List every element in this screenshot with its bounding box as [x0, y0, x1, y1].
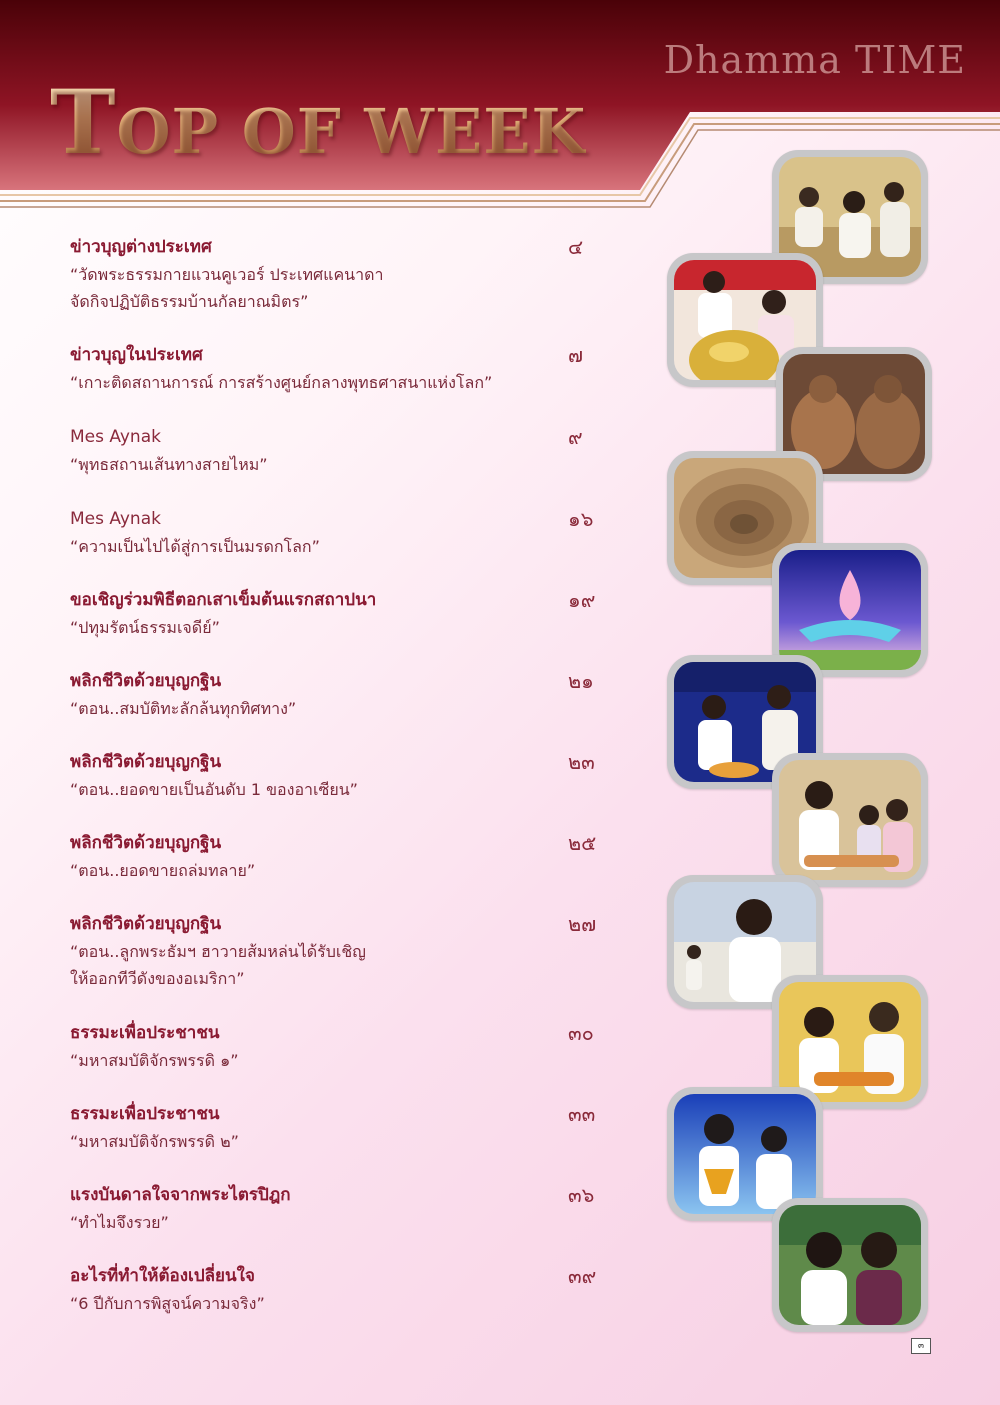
- entry-heading: อะไรที่ทำให้ต้องเปลี่ยนใจ: [70, 1266, 255, 1286]
- entry-heading: พลิกชีวิตด้วยบุญกฐิน: [70, 671, 222, 691]
- entry-page-number: ๓๐: [568, 1021, 594, 1045]
- entry-heading: ข่าวบุญในประเทศ: [70, 345, 203, 365]
- entry-heading: Mes Aynak: [70, 509, 161, 529]
- toc-entry[interactable]: [70, 586, 630, 641]
- entry-subtitle: “6 ปีกับการพิสูจน์ความจริง”: [70, 1294, 265, 1313]
- entry-heading: ข่าวบุญต่างประเทศ: [70, 237, 212, 257]
- entry-page-number: ๒๑: [568, 669, 594, 693]
- entry-page-number: ๗: [568, 343, 584, 367]
- entry-subtitle: “ตอน..ลูกพระธัมฯ ฮาวายส้มหล่นได้รับเชิญ: [70, 942, 366, 961]
- toc-entry[interactable]: [70, 748, 630, 803]
- entry-heading: พลิกชีวิตด้วยบุญกฐิน: [70, 752, 222, 772]
- entry-heading: พลิกชีวิตด้วยบุญกฐิน: [70, 914, 222, 934]
- page-title: [50, 70, 586, 174]
- toc-entry[interactable]: [70, 829, 630, 884]
- entry-heading: ธรรมะเพื่อประชาชน: [70, 1104, 220, 1124]
- entry-page-number: ๑๖: [568, 507, 594, 531]
- toc-entry[interactable]: [70, 1262, 630, 1317]
- entry-subtitle: “มหาสมบัติจักรพรรดิ ๒”: [70, 1132, 239, 1151]
- title-initial: T: [50, 70, 117, 174]
- entry-heading: ขอเชิญร่วมพิธีตอกเสาเข็มต้นแรกสถาปนา: [70, 590, 377, 610]
- entry-subtitle: “มหาสมบัติจักรพรรดิ ๑”: [70, 1051, 239, 1070]
- entry-subtitle: “วัดพระธรรมกายแวนคูเวอร์ ประเทศแคนาดา: [70, 265, 384, 284]
- entry-heading: แรงบันดาลใจจากพระไตรปิฎก: [70, 1185, 291, 1205]
- entry-page-number: ๓๖: [568, 1183, 595, 1207]
- entry-page-number: ๑๙: [568, 588, 596, 612]
- title-rest: OP OF WEEK: [116, 95, 587, 168]
- entry-page-number: ๒๓: [568, 750, 595, 774]
- entry-subtitle: “ตอน..ยอดขายถล่มทลาย”: [70, 861, 256, 880]
- toc-entry[interactable]: [70, 505, 630, 560]
- page-number: ๓: [911, 1338, 931, 1354]
- toc-entry[interactable]: [70, 1100, 630, 1155]
- entry-subtitle: ให้ออกทีวีดังของอเมริกา”: [70, 969, 245, 988]
- entry-subtitle: “ปทุมรัตน์ธรรมเจดีย์”: [70, 618, 220, 637]
- entry-page-number: ๙: [568, 425, 583, 449]
- entry-page-number: ๔: [568, 235, 584, 259]
- toc-entry[interactable]: [70, 667, 630, 722]
- entry-subtitle: “ทำไมจึงรวย”: [70, 1213, 169, 1232]
- toc-entry[interactable]: [70, 233, 630, 315]
- entry-subtitle: “พุทธสถานเส้นทางสายไหม”: [70, 455, 268, 474]
- family-photo: [772, 753, 928, 887]
- entry-heading: พลิกชีวิตด้วยบุญกฐิน: [70, 833, 222, 853]
- entry-subtitle: “ตอน..ยอดขายเป็นอันดับ 1 ของอาเซียน”: [70, 780, 358, 799]
- entry-heading: ธรรมะเพื่อประชาชน: [70, 1023, 220, 1043]
- toc-entry[interactable]: [70, 341, 630, 396]
- toc-entry[interactable]: [70, 423, 630, 478]
- brand-name: Dhamma TIME: [663, 38, 966, 82]
- entry-subtitle: จัดกิจปฏิบัติธรรมบ้านกัลยาณมิตร”: [70, 292, 309, 311]
- two-women-photo: [772, 1198, 928, 1332]
- entry-subtitle: “ตอน..สมบัติทะลักล้นทุกทิศทาง”: [70, 699, 297, 718]
- entry-page-number: ๒๗: [568, 912, 597, 936]
- entry-page-number: ๓๓: [568, 1102, 596, 1126]
- toc-entry[interactable]: [70, 1019, 630, 1074]
- toc-entry[interactable]: [70, 910, 630, 992]
- entry-subtitle: “ความเป็นไปได้สู่การเป็นมรดกโลก”: [70, 537, 320, 556]
- toc-entry[interactable]: [70, 1181, 630, 1236]
- entry-heading: Mes Aynak: [70, 427, 161, 447]
- entry-page-number: ๓๙: [568, 1264, 597, 1288]
- entry-subtitle: “เกาะติดสถานการณ์ การสร้างศูนย์กลางพุทธศาสนาแห่งโลก”: [70, 373, 493, 392]
- entry-page-number: ๒๕: [568, 831, 597, 855]
